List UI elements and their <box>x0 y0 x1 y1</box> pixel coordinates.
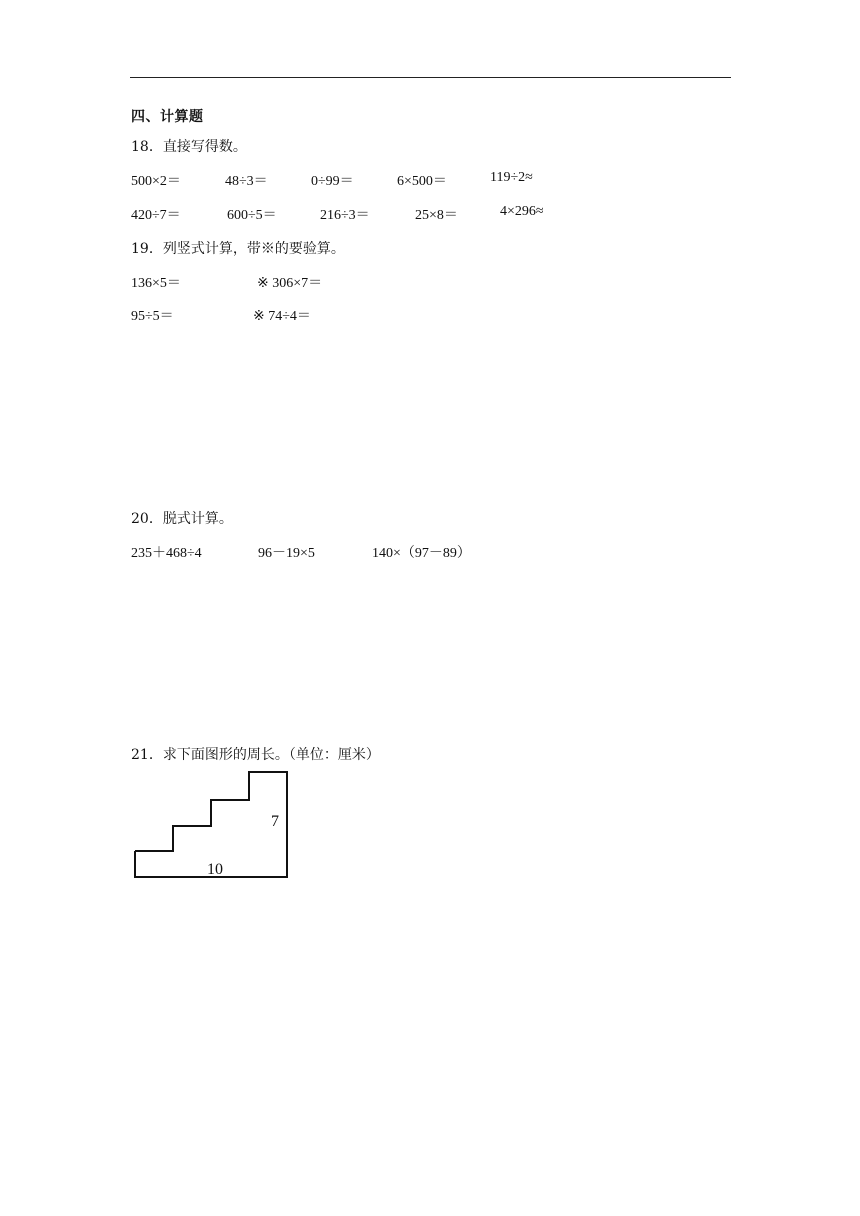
q19-item: ※ 74÷4＝ <box>253 309 311 324</box>
q18-item: 216÷3＝ <box>320 208 370 223</box>
q19-item: 95÷5＝ <box>131 309 174 324</box>
q20-item: 140×（97－89） <box>372 546 471 561</box>
question-18-prompt: 18．直接写得数。 <box>131 139 247 155</box>
q18-item: 0÷99＝ <box>311 174 354 189</box>
width-label: 10 <box>207 861 223 878</box>
q18-item: 600÷5＝ <box>227 208 277 223</box>
q18-item: 4×296≈ <box>500 204 544 219</box>
q20-item: 96－19×5 <box>258 546 315 561</box>
q18-item: 48÷3＝ <box>225 174 268 189</box>
q18-item: 6×500＝ <box>397 174 447 189</box>
staircase-figure <box>128 764 298 889</box>
question-21-prompt: 21．求下面图形的周长。（单位：厘米） <box>131 747 380 763</box>
header-divider <box>130 77 731 78</box>
question-19-prompt: 19．列竖式计算，带※的要验算。 <box>131 241 345 257</box>
section-title: 四、计算题 <box>131 109 204 125</box>
q19-item: 136×5＝ <box>131 276 181 291</box>
staircase-diagram <box>128 764 298 884</box>
height-label: 7 <box>271 813 279 830</box>
q18-item: 25×8＝ <box>415 208 458 223</box>
q18-item: 500×2＝ <box>131 174 181 189</box>
q19-item: ※ 306×7＝ <box>257 276 323 291</box>
q20-item: 235＋468÷4 <box>131 546 202 561</box>
q18-item: 119÷2≈ <box>490 170 533 185</box>
q18-item: 420÷7＝ <box>131 208 181 223</box>
question-20-prompt: 20．脱式计算。 <box>131 511 233 527</box>
